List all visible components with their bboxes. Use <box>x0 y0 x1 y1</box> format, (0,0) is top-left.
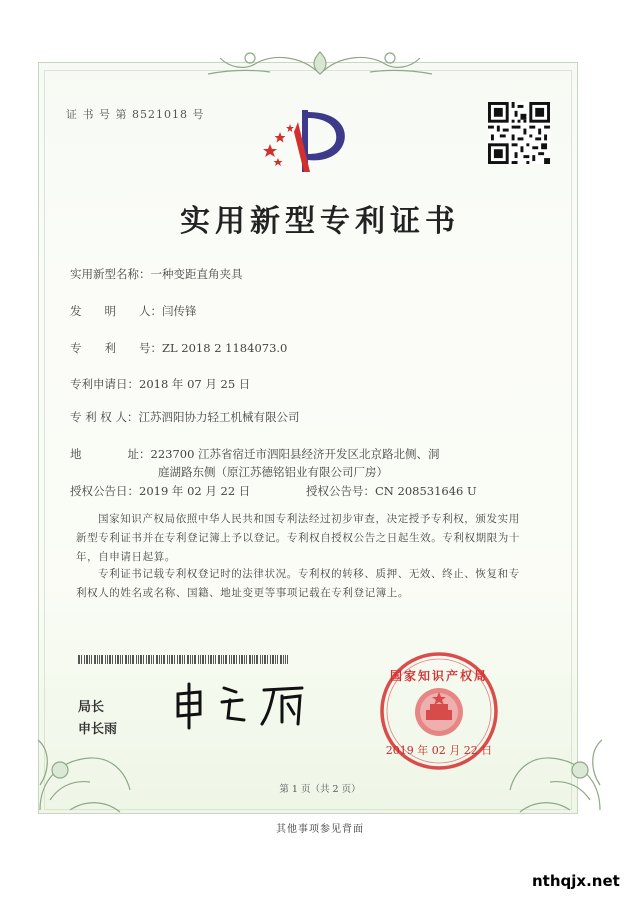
bottom-right-ornament <box>500 700 610 820</box>
body-paragraph-1 <box>76 510 564 567</box>
field-patentee-label: 专 利 权 人： <box>70 410 139 424</box>
field-grant-date-value: 2019 年 02 月 22 日 <box>139 484 251 498</box>
field-name <box>70 266 243 282</box>
body-paragraph-1-line-3: 年，自申请日起算。 <box>76 551 176 563</box>
signatory-name: 申长雨 <box>78 722 118 737</box>
field-patentee <box>70 409 299 425</box>
field-grant-date-label: 授权公告日： <box>70 484 139 498</box>
field-inventor-value: 闫传锋 <box>162 304 197 318</box>
body-paragraph-1-line-1: 国家知识产权局依照中华人民共和国专利法经过初步审查，决定授予专利权，颁发实用 <box>98 513 520 525</box>
field-filing-date <box>70 376 250 392</box>
field-grant-number <box>306 483 477 499</box>
certificate-number: 证 书 号 第 8521018 号 <box>66 108 205 121</box>
field-patent-number <box>70 340 287 356</box>
field-inventor <box>70 303 197 319</box>
cnipa-logo <box>258 102 358 180</box>
body-paragraph-1-line-2: 新型专利证书并在专利登记簿上予以登记。专利权自授权公告之日起生效。专利权期限为十 <box>76 532 520 544</box>
barcode <box>78 655 288 664</box>
signatory-role: 局长 <box>78 700 105 715</box>
field-grant-number-value: CN 208531646 U <box>375 484 477 498</box>
site-watermark: nthqjx.net <box>532 872 620 890</box>
certificate-title: 实用新型专利证书 <box>180 204 460 239</box>
qr-code <box>488 102 550 164</box>
logo-stars <box>263 124 294 166</box>
field-patentee-value: 江苏泗阳协力轻工机械有限公司 <box>138 410 300 424</box>
field-address <box>70 446 440 462</box>
body-paragraph-2-line-2: 利权人的姓名或名称、国籍、地址变更等事项记载在专利登记簿上。 <box>76 587 409 599</box>
field-address-label: 地 址： <box>70 447 151 461</box>
seal-emblem <box>415 688 463 736</box>
field-address-line1: 223700 江苏省宿迁市泗阳县经济开发区北京路北侧、洞 <box>150 447 440 461</box>
field-grant-date <box>70 483 250 499</box>
seal-text: 国家知识产权局 <box>389 669 489 683</box>
page-number: 第 1 页（共 2 页） <box>279 784 361 795</box>
handwritten-signature <box>170 680 320 730</box>
footnote: 其他事项参见背面 <box>276 824 364 835</box>
body-paragraph-2-line-1: 专利证书记载专利权登记时的法律状况。专利权的转移、质押、无效、终止、恢复和专 <box>98 568 520 580</box>
field-name-label: 实用新型名称： <box>70 267 151 281</box>
field-name-value: 一种变距直角夹具 <box>150 267 243 281</box>
seal-date: 2019 年 02 月 22 日 <box>385 744 493 757</box>
field-grant-number-label: 授权公告号： <box>306 484 375 498</box>
field-filing-date-value: 2018 年 07 月 25 日 <box>139 377 251 391</box>
field-patent-number-value: ZL 2018 2 1184073.0 <box>162 341 288 355</box>
field-patent-number-label: 专 利 号： <box>70 341 162 355</box>
field-address-continued <box>158 464 388 480</box>
field-inventor-label: 发 明 人： <box>70 304 162 318</box>
field-filing-date-label: 专利申请日： <box>70 377 139 391</box>
field-address-line2: 庭湖路东侧（原江苏德铭铝业有限公司厂房） <box>158 465 388 479</box>
body-paragraph-2 <box>76 565 564 603</box>
top-ornament <box>200 44 440 80</box>
